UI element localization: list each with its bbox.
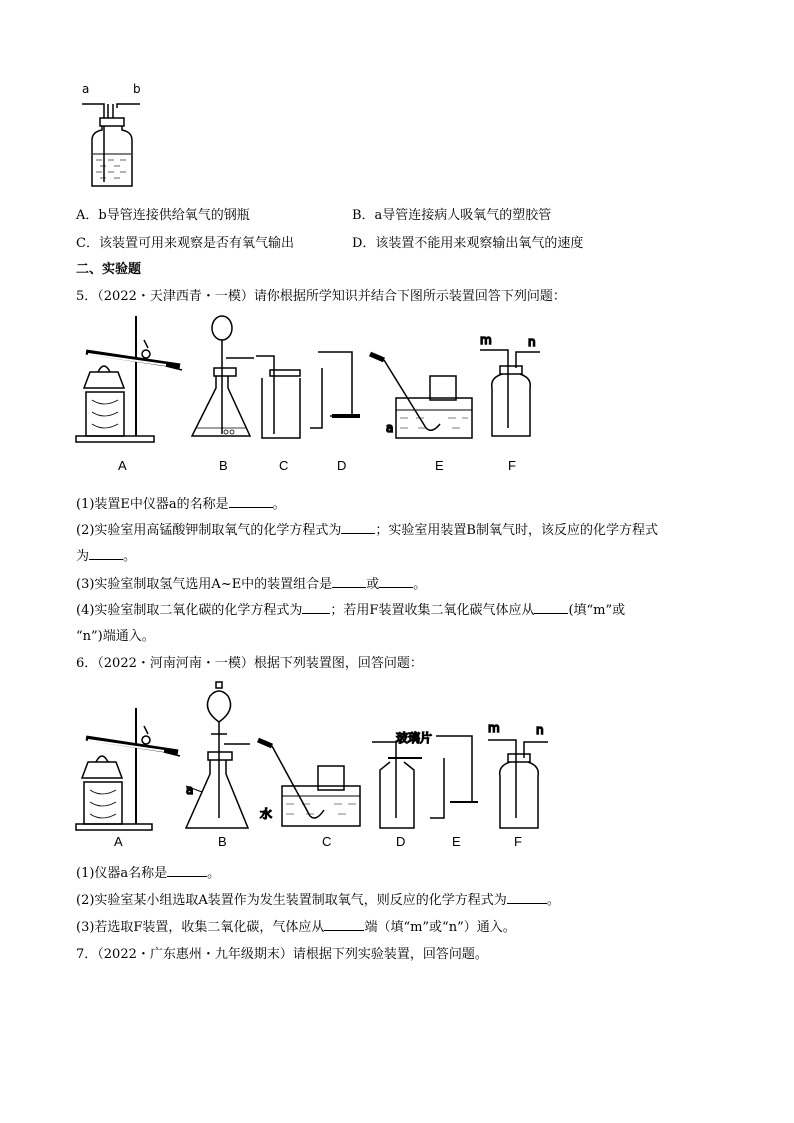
q6-label-B: B bbox=[218, 834, 227, 849]
q4-option-b: B．a导管连接病人吸氧气的塑胶管 bbox=[352, 208, 552, 223]
q6-apparatus-d bbox=[372, 730, 432, 828]
q5-apparatus-e bbox=[370, 354, 472, 438]
q4-wash-bottle-figure bbox=[70, 78, 160, 190]
q5-label-B: B bbox=[219, 458, 228, 473]
q4-label-a: a bbox=[82, 82, 90, 96]
q7-stem: 7．（2022・广东惠州・九年级期末）请根据下列实验装置，回答问题。 bbox=[76, 947, 488, 962]
q5-label-C: C bbox=[279, 458, 289, 473]
q5-label-A: A bbox=[118, 458, 127, 473]
q5-apparatus-b bbox=[192, 316, 254, 436]
q6-apparatus-b bbox=[186, 682, 250, 828]
q5-label-E: E bbox=[435, 458, 444, 473]
q6-part-3: (3)若选取F装置，收集二氧化碳，气体应从 端（填“m”或“n”）通入。 bbox=[76, 920, 516, 935]
q4-option-d: D．该装置不能用来观察输出氧气的速度 bbox=[352, 236, 584, 251]
q6-apparatus-figure bbox=[74, 678, 554, 850]
q6-apparatus-a bbox=[76, 708, 180, 830]
q6-apparatus-c bbox=[258, 740, 360, 826]
q5-label-m: m bbox=[480, 333, 492, 347]
q5-part-4-cont: “n”)端通入。 bbox=[76, 629, 155, 644]
q6-label-glass: 玻璃片 bbox=[396, 731, 433, 745]
q6-label-F: F bbox=[514, 834, 522, 849]
q5-stem: 5．（2022・天津西青・一模）请你根据所学知识并结合下图所示装置回答下列问题： bbox=[76, 289, 566, 304]
q6-label-n: n bbox=[536, 723, 544, 737]
section-title: 二、实验题 bbox=[76, 262, 142, 277]
q6-label-water: 水 bbox=[260, 807, 273, 821]
q5-label-a: a bbox=[386, 421, 394, 435]
q5-apparatus-d bbox=[310, 352, 360, 428]
q5-label-F: F bbox=[508, 458, 516, 473]
q5-part-2: (2)实验室用高锰酸钾制取氧气的化学方程式为 ；实验室用装置B制氧气时，该反应的化学方程式 bbox=[76, 523, 658, 538]
q6-apparatus-e bbox=[430, 736, 478, 818]
q6-stem: 6．（2022・河南河南・一模）根据下列装置图，回答问题： bbox=[76, 656, 423, 671]
q6-label-D: D bbox=[396, 834, 406, 849]
q6-label-A: A bbox=[114, 834, 123, 849]
q6-label-a: a bbox=[186, 783, 194, 797]
q5-part-4: (4)实验室制取二氧化碳的化学方程式为 ；若用F装置收集二氧化碳气体应从 (填“m”或 bbox=[76, 603, 626, 618]
q6-apparatus-f bbox=[488, 721, 548, 828]
q6-label-C: C bbox=[322, 834, 332, 849]
q5-part-1: (1)装置E中仪器a的名称是 。 bbox=[76, 497, 286, 512]
q6-label-m: m bbox=[488, 721, 500, 735]
q4-option-c: C．该装置可用来观察是否有氧气输出 bbox=[76, 236, 294, 251]
q5-apparatus-f bbox=[480, 333, 540, 436]
q4-option-a: A．b导管连接供给氧气的钢瓶 bbox=[76, 208, 250, 223]
q6-part-2: (2)实验室某小组选取A装置作为发生装置制取氧气，则反应的化学方程式为 。 bbox=[76, 893, 560, 908]
q5-apparatus-figure bbox=[74, 308, 554, 478]
q5-label-n: n bbox=[528, 335, 536, 349]
q6-part-1: (1)仪器a名称是 。 bbox=[76, 866, 221, 881]
q4-label-b: b bbox=[133, 82, 141, 96]
q6-label-E: E bbox=[452, 834, 461, 849]
q5-apparatus-a bbox=[76, 316, 182, 442]
q5-apparatus-c bbox=[256, 356, 300, 438]
q5-label-D: D bbox=[337, 458, 347, 473]
q5-part-3: (3)实验室制取氢气选用A~E中的装置组合是 或 。 bbox=[76, 577, 427, 592]
q5-part-2-cont: 为 。 bbox=[76, 549, 137, 564]
